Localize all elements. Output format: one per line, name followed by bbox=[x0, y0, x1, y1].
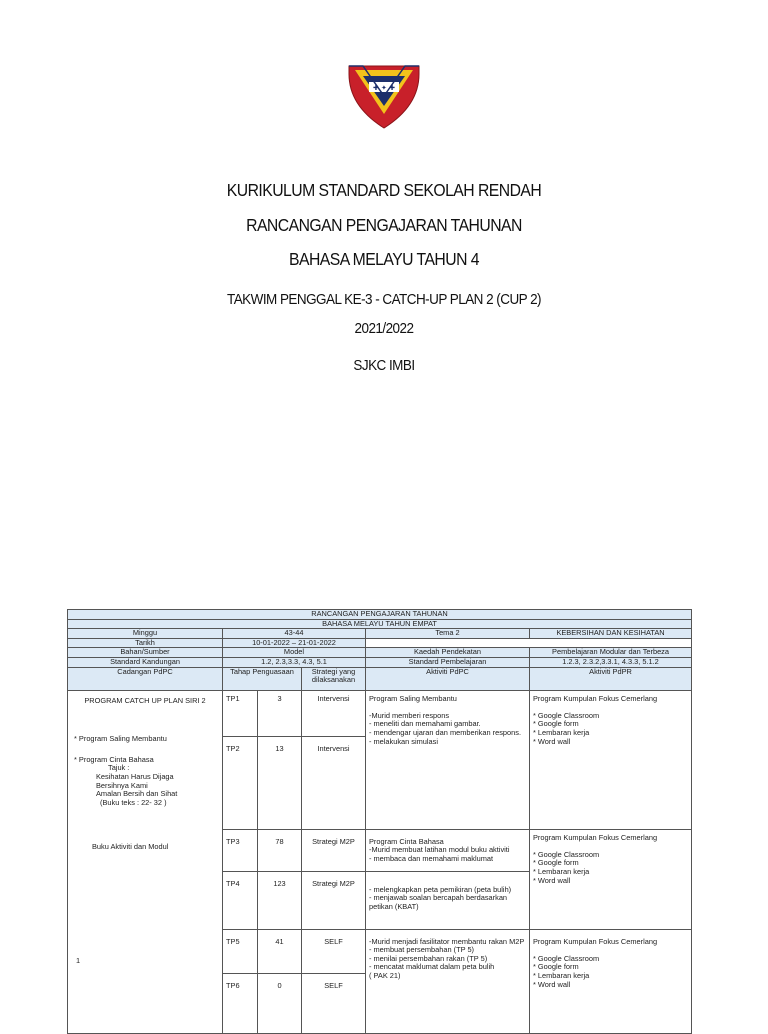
pdpr-group-2: Program Kumpulan Fokus Cemerlang * Google Classroom * Google form * Lembaran kerja * Word wall bbox=[530, 829, 692, 929]
cadangan-topic-3: Amalan Bersih dan Sihat bbox=[96, 789, 178, 799]
kaedah-label: Kaedah Pendekatan bbox=[366, 648, 530, 658]
minggu-value: 43-44 bbox=[223, 629, 366, 639]
tp-label: TP4 bbox=[223, 871, 258, 929]
cadangan-textbook: (Buku teks : 22- 32 ) bbox=[100, 797, 167, 807]
tp-label: TP2 bbox=[223, 736, 258, 829]
cadangan-tajuk: Tajuk : bbox=[108, 763, 130, 773]
tp-count: 0 bbox=[258, 973, 302, 1033]
sp-value: 1.2.3, 2.3.2,3.3.1, 4.3.3, 5.1.2 bbox=[530, 657, 692, 667]
tp-count: 13 bbox=[258, 736, 302, 829]
tp-label: TP6 bbox=[223, 973, 258, 1033]
svg-text:✚ ✦ ✚: ✚ ✦ ✚ bbox=[372, 84, 396, 92]
table-title: RANCANGAN PENGAJARAN TAHUNAN bbox=[68, 610, 692, 620]
cadangan-buku-aktiviti: Buku Aktiviti dan Modul bbox=[92, 842, 169, 852]
tp-strategi: SELF bbox=[302, 973, 366, 1033]
header-aktiviti-pdpr: Aktiviti PdPR bbox=[530, 667, 692, 690]
pdpr-group-1: Program Kumpulan Fokus Cemerlang * Google Classroom * Google form * Lembaran kerja * Word wall bbox=[530, 690, 692, 829]
tp-label: TP1 bbox=[223, 690, 258, 736]
cadangan-topic-2: Bersihnya Kami bbox=[96, 780, 148, 790]
header-strategi: Strategi yang dilaksanakan bbox=[302, 667, 366, 690]
tp-count: 41 bbox=[258, 929, 302, 973]
pdpc-group-2b: - melengkapkan peta pemikiran (peta bulih) - menjawab soalan bercapah berdasarkan petikan (KBAT) bbox=[366, 871, 530, 929]
bahan-label: Bahan/Sumber bbox=[68, 648, 223, 658]
tema-value: KEBERSIHAN DAN KESIHATAN bbox=[530, 629, 692, 639]
cadangan-page-number: 1 bbox=[76, 955, 81, 965]
header-cadangan: Cadangan PdPC bbox=[68, 667, 223, 690]
heading-plan: RANCANGAN PENGAJARAN TAHUNAN bbox=[246, 215, 522, 235]
tp-strategi: Strategi M2P bbox=[302, 871, 366, 929]
tp-count: 78 bbox=[258, 829, 302, 871]
school-crest-logo bbox=[345, 62, 423, 132]
pdpc-group-2a: Program Cinta Bahasa -Murid membuat latihan modul buku aktiviti - membaca dan memahami maklumat bbox=[366, 829, 530, 871]
pdpc-group-1: Program Saling Membantu -Murid memberi respons - meneliti dan memahami gambar. - mendengar ujaran dan memberikan respons. - melakukan simulasi bbox=[366, 690, 530, 829]
minggu-label: Minggu bbox=[68, 629, 223, 639]
pdpc-group-3: -Murid menjadi fasilitator membantu rakan M2P - membuat persembahan (TP 5) - menilai persembahan rakan (TP 5) - mencatat maklumat dalam peta bulih ( PAK 21) bbox=[366, 929, 530, 1033]
tp-strategi: Strategi M2P bbox=[302, 829, 366, 871]
tarikh-value: 10-01-2022 – 21-01-2022 bbox=[223, 638, 366, 648]
cadangan-topic-1: Kesihatan Harus Dijaga bbox=[96, 771, 174, 781]
sk-label: Standard Kandungan bbox=[68, 657, 223, 667]
tema-label: Tema 2 bbox=[366, 629, 530, 639]
tp-strategi: Intervensi bbox=[302, 736, 366, 829]
header-aktiviti-pdpc: Aktiviti PdPC bbox=[366, 667, 530, 690]
heading-year: 2021/2022 bbox=[354, 320, 414, 337]
lesson-plan-table bbox=[67, 609, 692, 1034]
cadangan-cinta-bahasa: * Program Cinta Bahasa bbox=[74, 754, 154, 764]
heading-term: TAKWIM PENGGAL KE-3 - CATCH-UP PLAN 2 (CUP 2) bbox=[226, 291, 542, 308]
sk-value: 1.2, 2.3,3.3, 4.3, 5.1 bbox=[223, 657, 366, 667]
tp-strategi: Intervensi bbox=[302, 690, 366, 736]
cadangan-cell bbox=[68, 690, 223, 1033]
heading-school: SJKC IMBI bbox=[353, 357, 415, 374]
tp-count: 123 bbox=[258, 871, 302, 929]
pdpr-group-3: Program Kumpulan Fokus Cemerlang * Google Classroom * Google form * Lembaran kerja * Word wall bbox=[530, 929, 692, 1033]
table-subtitle: BAHASA MELAYU TAHUN EMPAT bbox=[68, 619, 692, 629]
kaedah-value: Pembelajaran Modular dan Terbeza bbox=[530, 648, 692, 658]
bahan-value: Model bbox=[223, 648, 366, 658]
blank-cell bbox=[366, 638, 692, 648]
tarikh-label: Tarikh bbox=[68, 638, 223, 648]
cadangan-program-title: PROGRAM CATCH UP PLAN SIRI 2 bbox=[84, 695, 206, 705]
tp-strategi: SELF bbox=[302, 929, 366, 973]
header-tahap: Tahap Penguasaan bbox=[223, 667, 302, 690]
heading-subject: BAHASA MELAYU TAHUN 4 bbox=[289, 249, 479, 269]
heading-curriculum: KURIKULUM STANDARD SEKOLAH RENDAH bbox=[226, 180, 542, 200]
sp-label: Standard Pembelajaran bbox=[366, 657, 530, 667]
table-row bbox=[68, 690, 692, 736]
tp-label: TP5 bbox=[223, 929, 258, 973]
tp-label: TP3 bbox=[223, 829, 258, 871]
tp-count: 3 bbox=[258, 690, 302, 736]
cadangan-saling-membantu: * Program Saling Membantu bbox=[74, 734, 167, 744]
